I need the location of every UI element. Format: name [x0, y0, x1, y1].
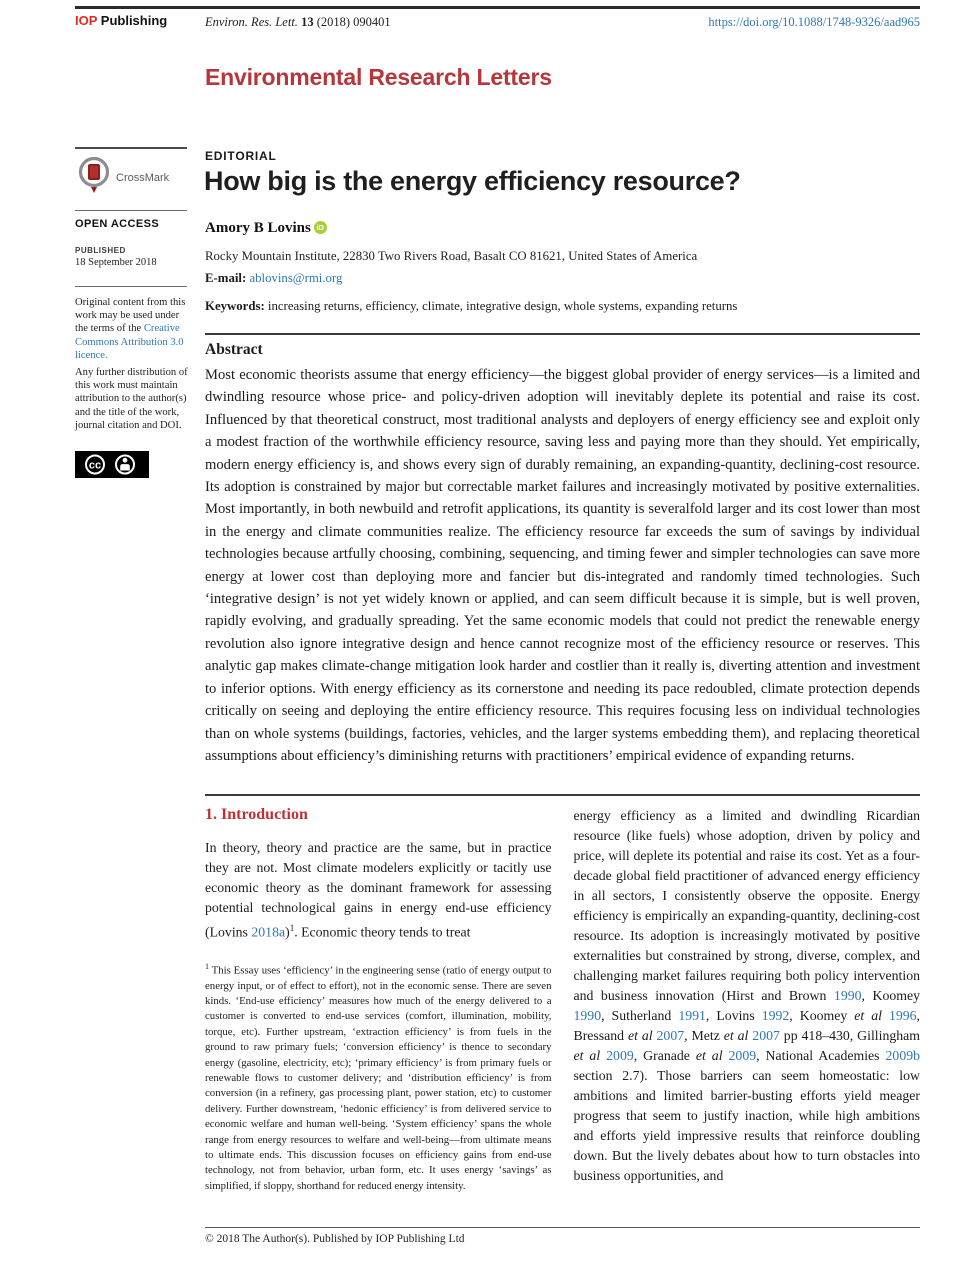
sidebar-divider — [75, 210, 187, 211]
publishing-logo-text: Publishing — [97, 13, 168, 28]
crossmark-label: CrossMark — [116, 171, 170, 184]
journal-title: Environmental Research Letters — [205, 64, 552, 90]
body-columns — [205, 806, 920, 1194]
footnote-1 — [205, 959, 552, 1195]
crossmark-icon — [77, 156, 111, 199]
keywords-list: increasing returns, efficiency, climate, integrative design, whole systems, expanding returns — [267, 299, 738, 313]
inline-link[interactable]: 2009 — [728, 1048, 757, 1063]
footnote-marker: 1 — [205, 961, 209, 971]
inline-link[interactable]: 2009 — [606, 1048, 634, 1063]
intro-paragraph-left: In theory, theory and practice are the same, but in practice they are not. Most climate modelers explicitly or tacitly use economic theory as the dominant framework for assessing potential technological gains in energy end-use efficiency (Lovins 2018a)$^1$. Economic theory tends to treat — [205, 840, 552, 940]
keywords-line — [205, 299, 920, 314]
article-type-label: EDITORIAL — [205, 149, 277, 163]
iop-logo-text: IOP — [75, 13, 98, 28]
doi-link[interactable]: https://doi.org/10.1088/1748-9326/aad965 — [708, 15, 920, 29]
crossmark-badge[interactable] — [77, 156, 169, 199]
published-date: 18 September 2018 — [75, 257, 157, 268]
sidebar-divider — [75, 286, 187, 287]
inline-link[interactable]: 1990 — [833, 988, 862, 1003]
keywords-label: Keywords: — [205, 299, 268, 313]
email-label: E-mail: — [205, 271, 250, 285]
top-rule — [75, 6, 920, 9]
iop-publishing-logo — [75, 13, 167, 28]
left-column — [205, 806, 552, 1194]
author-name: Amory B Lovins — [205, 220, 311, 236]
orcid-icon[interactable]: iD — [314, 221, 327, 234]
footnote-text: This Essay uses ‘efficiency’ in the engineering sense (ratio of energy output to energy input, or of effect to effort), not in the economic sense. There are seven kinds. ‘End-use efficiency’ measures how much of the energy delivered to a customer is converted to end-use services (comfort, illumination, mobility, torque, etc). Further upstream, ‘extraction efficiency’ is from fuels in the ground to raw primary fuels; ‘conversion efficiency’ is thence to secondary energy (gasoline, electricity, etc); ‘primary efficiency’ is from primary fuels or renewable flows to customer delivery; and ‘distribution efficiency’ is from conversion (in a refinery, gas processing plant, power station, etc) to customer delivery. Further downstream, ‘hedonic efficiency’ is from delivered service to economic welfare and human well-being. ‘System efficiency’ spans the whole range from energy resources to welfare and well-being—from ultimate means to ultimate ends. This discussion focuses on efficiency gains from end-use technology, not from behavior, urban form, etc. It uses energy ‘savings’ as simplified, if sloppy, shorthand for reduced energy intensity. — [205, 964, 552, 1192]
inline-link[interactable]: 2007 — [656, 1028, 685, 1043]
inline-link[interactable]: Creative Commons Attribution 3.0 licence. — [75, 323, 184, 361]
footer-rule — [205, 1227, 920, 1228]
email-link[interactable]: ablovins@rmi.org — [249, 271, 343, 285]
svg-text:cc: cc — [88, 459, 102, 472]
italic-text: et al — [573, 1048, 601, 1063]
abstract-text: Most economic theorists assume that energy efficiency—the biggest global provider of energy services—is a limited and dwindling resource whose price- and policy-driven adoption will inevitably deplete its potential and raise its cost. Influenced by that theoretical construct, most traditional analysts and deployers of energy efficiency see and exploit only a modest fraction of the worthwhile efficiency resource, saving less and paying more than they should. Yet empirically, modern energy efficiency is, and shows every sign of durably remaining, an expanding-quantity, declining-cost resource. Its adoption is constrained by major but correctable market failures and increasingly motivated by positive externalities. Most importantly, in both newbuild and retrofit applications, its quantity is severalfold larger and its cost lower than most in the energy and climate communities realize. The efficiency resource far exceeds the sum of savings by individual technologies because artfully choosing, combining, sequencing, and timing fewer and simpler technologies can save more energy at lower cost than deploying more and fancier but dis-integrated and randomly timed technologies. Such ‘integrative design’ is not yet widely known or applied, and can seem difficult because it is simple, but is well proven, rapidly evolving, and gradually spreading. Yet the same economic models that could not predict the renewable energy revolution also ignore integrative design and hence cannot recognize most of the efficiency resource or reserves. This analytic gap makes climate-change mitigation look harder and costlier than it really is, diverting attention and investment to inferior options. With energy efficiency as its cornerstone and needing its pace redoubled, climate protection depends critically on seeing and deploying the entire efficiency resource. This requires focusing less on individual technologies than on whole systems (buildings, factories, vehicles, and the larger systems embedding them), and replacing theoretical assumptions about efficiency’s diminishing returns with practitioners’ empirical evidence of expanding returns. — [205, 367, 920, 764]
cc-by-license-logo[interactable] — [75, 451, 149, 483]
license-paragraph-1: Original content from this work may be used under the terms of the Creative Commons Attribution 3.0 licence. — [75, 297, 186, 361]
italic-text: et al — [854, 1008, 882, 1023]
intro-paragraph-right: energy efficiency as a limited and dwindling Ricardian resource (like fuels) whose adoption, driven by policy and price, will deplete its potential and raise its cost. Yet as a four-decade global field practitioner of advanced energy efficiency in all sectors, I consistently observe the opposite. Energy efficiency is empirically an expanding-quantity, declining-cost resource. Its adoption is increasingly motivated by positive externalities but constrained by strong, diverse, complex, and challenging market failures requiring both policy intervention and business innovation (Hirst and Brown 1990, Koomey 1990, Sutherland 1991, Lovins 1992, Koomey et al 1996, Bressand et al 2007, Metz et al 2007 pp 418–430, Gillingham et al 2009, Granade et al 2009, National Academies 2009b section 2.7). Those barriers can seem homeostatic: low ambitions and limited barrier-busting efforts yield meager progress that seem to justify inaction, while high ambitions and efforts yield impressive results that reinforce doubling down. But the lively debates about how to turn obstacles into business opportunities, and — [573, 808, 921, 1183]
abstract-bottom-rule — [205, 794, 920, 796]
inline-link[interactable]: 1996 — [888, 1008, 917, 1023]
license-paragraph-2: Any further distribution of this work must maintain attribution to the author(s) and the title of the work, journal citation and DOI. — [75, 367, 188, 431]
right-column — [574, 806, 921, 1194]
author-affiliation: Rocky Mountain Institute, 22830 Two Rivers Road, Basalt CO 81621, United States of America — [205, 249, 698, 263]
section-1-heading: 1. Introduction — [205, 806, 308, 823]
open-access-label: OPEN ACCESS — [75, 218, 160, 230]
inline-link[interactable]: 1992 — [761, 1008, 790, 1023]
superscript-marker: 1 — [289, 923, 295, 933]
italic-text: Environ. Res. Lett. — [205, 15, 302, 29]
journal-citation: Environ. Res. Lett. 13 (2018) 090401 — [205, 15, 391, 29]
inline-link[interactable]: 1991 — [678, 1008, 706, 1023]
italic-text: et al — [723, 1028, 749, 1043]
inline-link[interactable]: 1990 — [573, 1008, 602, 1023]
email-line — [205, 271, 342, 286]
italic-text: et al — [695, 1048, 723, 1063]
copyright-notice: © 2018 The Author(s). Published by IOP Publishing Ltd — [205, 1233, 465, 1245]
abstract-heading: Abstract — [205, 341, 263, 358]
author-row — [205, 220, 327, 237]
sidebar-divider — [75, 147, 187, 149]
italic-text: et al — [628, 1028, 653, 1043]
inline-link[interactable]: 2009b — [885, 1048, 921, 1063]
inline-link[interactable]: 2007 — [752, 1028, 780, 1043]
article-title: How big is the energy efficiency resource? — [204, 166, 741, 196]
inline-link[interactable]: 2018a — [251, 924, 286, 940]
abstract-top-rule — [205, 333, 920, 335]
bold-text: 13 — [301, 15, 314, 29]
published-label: PUBLISHED — [75, 246, 126, 255]
